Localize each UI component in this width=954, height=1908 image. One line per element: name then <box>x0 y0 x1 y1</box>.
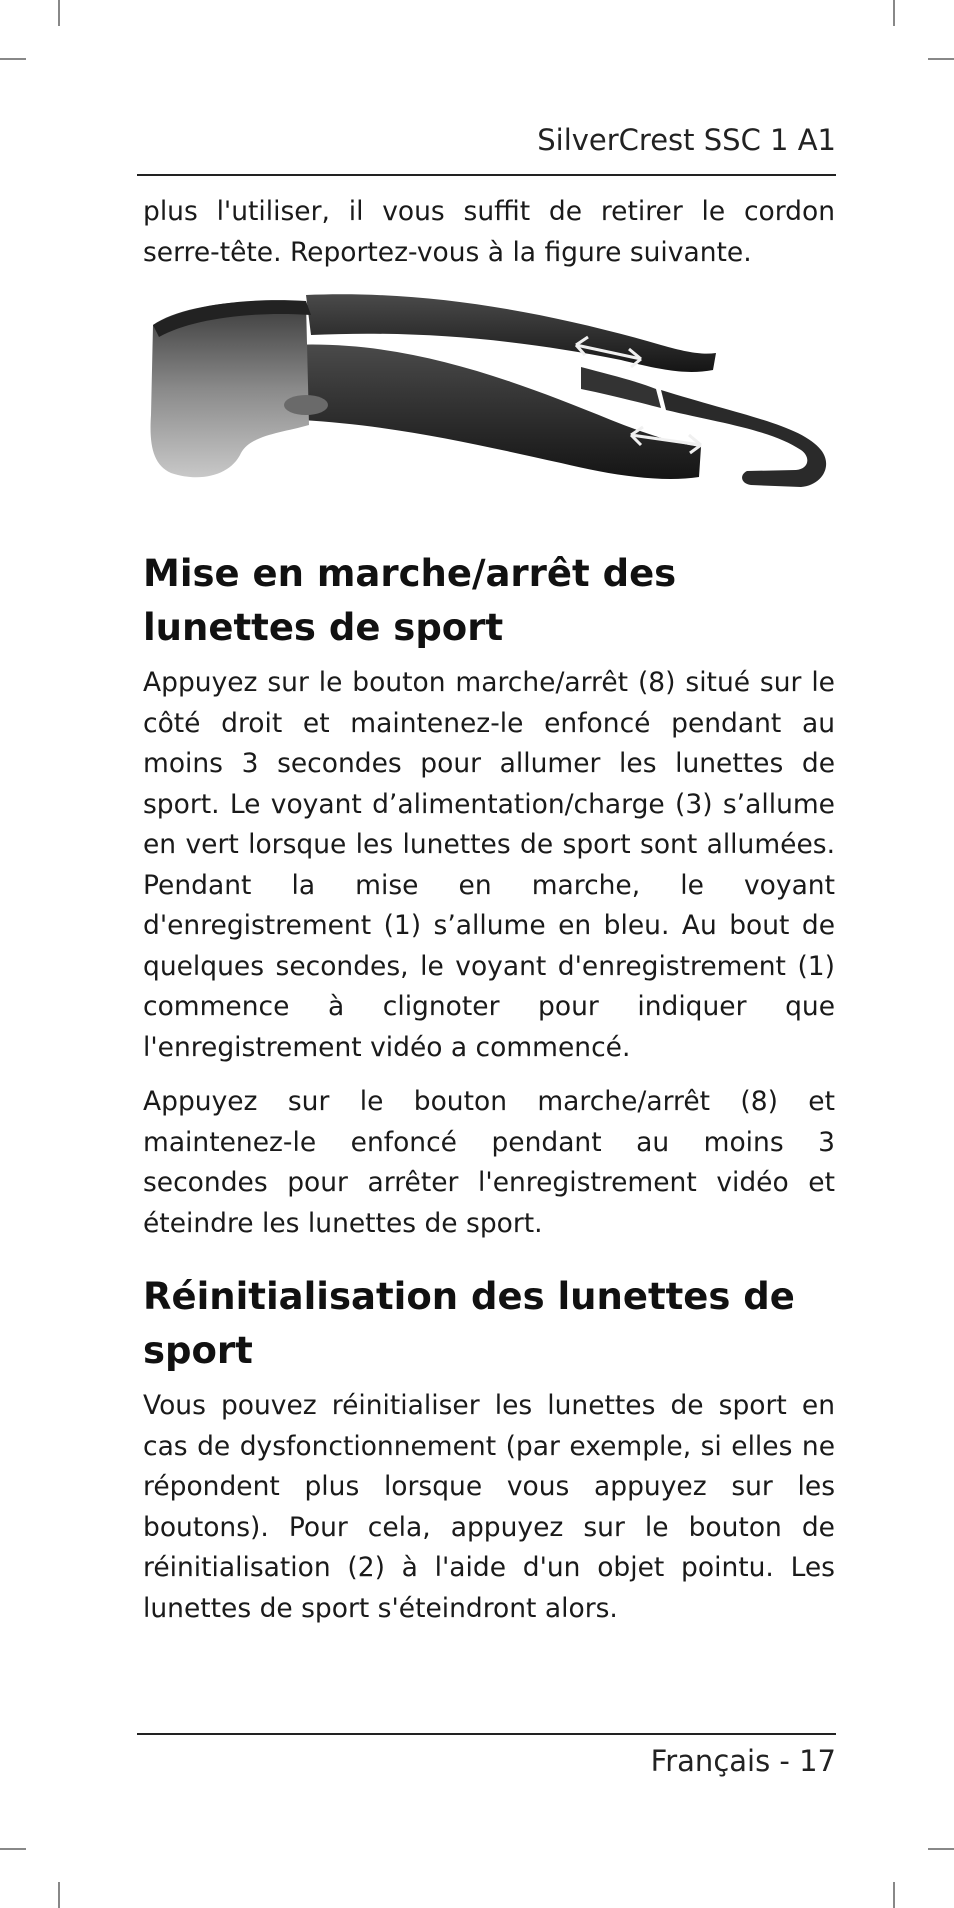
power-on-paragraph: Appuyez sur le bouton marche/arrêt (8) situé sur le côté droit et maintenez-le enfoncé pendant au moins 3 secondes pour allumer les lunettes de sport. Le voyant d’alimentation/charge (3) s’allume en vert lorsque les lunettes de sport sont allumées. Pendant la mise en marche, le voyant d'enregistrement (1) s’allume en bleu. Au bout de quelques secondes, le voyant d'enregistrement (1) commence à clignoter pour indiquer que l'enregistrement vidéo a commencé. <box>143 667 835 1063</box>
crop-mark-top-left-h <box>0 58 26 60</box>
reset-paragraph: Vous pouvez réinitialiser les lunettes de sport en cas de dysfonctionnement (par exemple, si elles ne répondent plus lorsque vous appuyez sur les boutons). Pour cela, appuyez sur le bouton de réinitialisation (2) à l'aide d'un objet pointu. Les lunettes de sport s'éteindront alors. <box>143 1390 835 1624</box>
crop-mark-bottom-left-h <box>0 1848 26 1850</box>
crop-mark-top-left <box>58 0 60 26</box>
crop-mark-bottom-right-h <box>928 1848 954 1850</box>
section-heading-reset: Réinitialisation des lunettes de sport <box>143 1275 795 1372</box>
footer-rule <box>137 1733 836 1735</box>
crop-mark-bottom-left <box>58 1882 60 1908</box>
crop-mark-top-right <box>893 0 895 26</box>
crop-mark-bottom-right <box>893 1882 895 1908</box>
section-heading-power: Mise en marche/arrêt des lunettes de sport <box>143 552 677 649</box>
power-off-paragraph: Appuyez sur le bouton marche/arrêt (8) et maintenez-le enfoncé pendant au moins 3 secondes pour arrêter l'enregistrement vidéo et éteindre les lunettes de sport. <box>143 1086 835 1239</box>
sport-glasses-figure <box>141 285 833 521</box>
page-number-footer: Français - 17 <box>650 1744 836 1778</box>
intro-paragraph: plus l'utiliser, il vous suffit de retirer le cordon serre-tête. Reportez-vous à la figure suivante. <box>143 196 835 268</box>
crop-mark-top-right-h <box>928 58 954 60</box>
page-content <box>143 192 835 1629</box>
running-header: SilverCrest SSC 1 A1 <box>537 123 836 157</box>
header-rule <box>137 174 836 176</box>
sport-glasses-icon <box>141 285 833 521</box>
